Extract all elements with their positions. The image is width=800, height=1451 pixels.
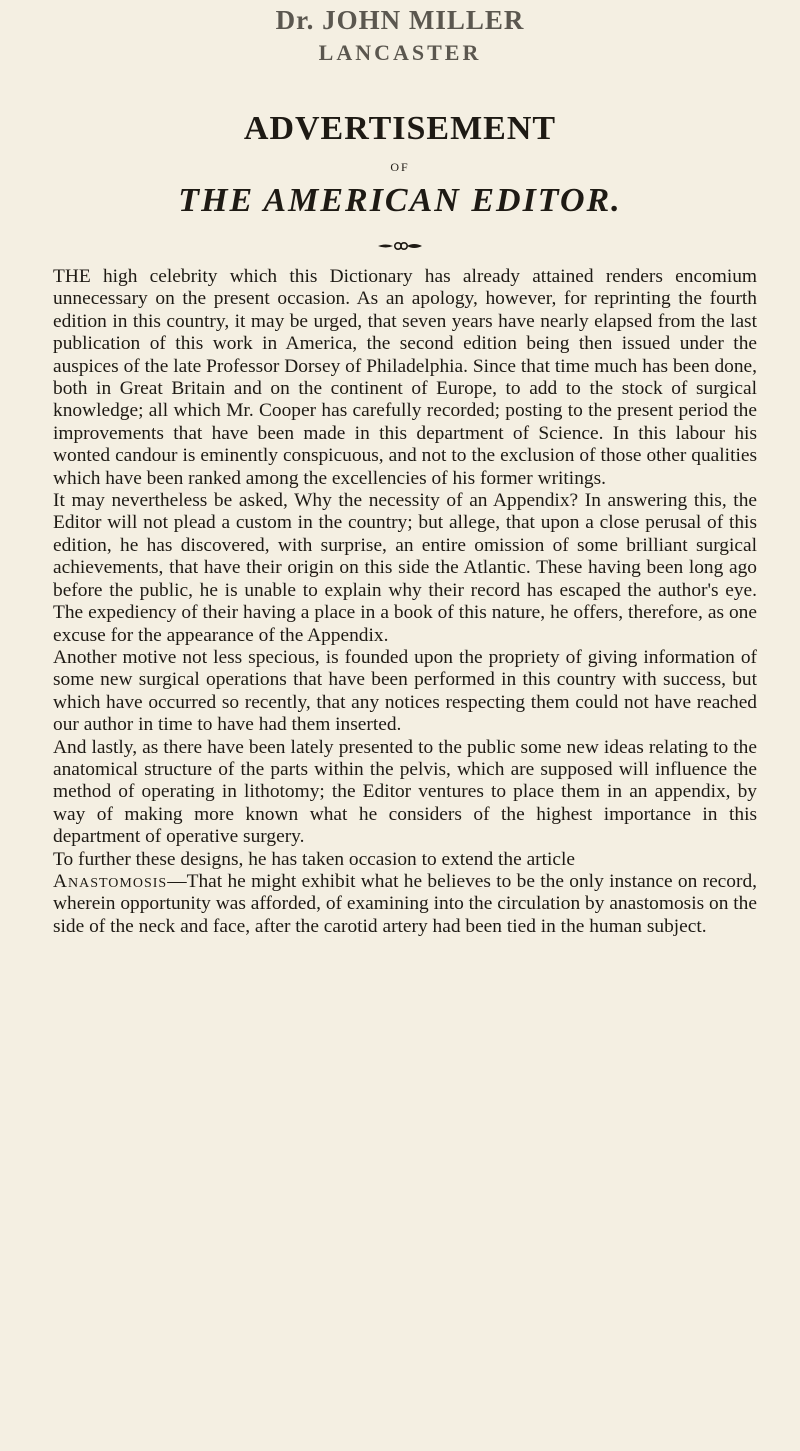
anastomosis-term: Anastomosis (53, 870, 168, 892)
page-title: ADVERTISEMENT (243, 110, 557, 147)
paragraph-appendix-necessity: It may nevertheless be asked, Why the necessity of an Appendix? In answering this, the Editor will not plead a custom in the country; but allege, that upon a close perusal of this edition, he has discovered, with surprise, an entire omission of some brilliant surgical achievements, that have their origin on this side the Atlantic. These having been long ago before the public, he is unable to explain why their record has escaped the author's eye. The expediency of their having a place in a book of this nature, he offers, therefore, as one excuse for the appearance of the Appendix. (53, 490, 757, 646)
title-connector: OF (390, 160, 410, 174)
paragraph-another-motive: Another motive not less specious, is founded upon the propriety of giving information of some new surgical operations that have been performed in this country with success, but which have occurred so recently, that any notices respecting them could not have reached our author in time to have had them inserted. (53, 646, 757, 736)
stamp-name: Dr. JOHN MILLER (275, 5, 525, 35)
ornament-icon (376, 240, 424, 252)
stamp-place: LANCASTER (318, 40, 482, 65)
paragraph-celebrity: THE high celebrity which this Dictionary has already attained renders encomium unnecessary on the present occasion. As an apology, however, for reprinting the fourth edition in this country, it may be urged, that seven years have nearly elapsed from the last publication of this work in America, the second edition being then issued under the auspices of the late Professor Dorsey of Philadelphia. Since that time much has been done, both in Great Britain and on the continent of Europe, to add to the stock of surgical knowledge; all which Mr. Cooper has carefully recorded; posting to the present period the improvements that have been made in this department of Science. In this labour his wonted candour is eminently conspicuous, and not to the exclusion of those other qualities which have been ranked among the excellencies of his former writings. (53, 266, 757, 489)
paragraph-lastly: And lastly, as there have been lately presented to the public some new ideas relating to the anatomical structure of the parts within the pelvis, which are supposed will influence the method of operating in lithotomy; the Editor ventures to place them in an appendix, by way of making more known what he considers of the highest importance in this department of operative surgery. (53, 736, 757, 848)
owner-stamp (0, 4, 800, 66)
paragraph-further-designs: To further these designs, he has taken occasion to extend the article (53, 848, 576, 870)
paragraph-anastomosis (53, 871, 757, 938)
anastomosis-text: —That he might exhibit what he believes to be the only instance on record, wherein opportunity was afforded, of examining into the circulation by anastomosis on the side of the neck and face, after the carotid artery had been tied in the human subject. (53, 870, 757, 937)
advertisement-body (53, 266, 757, 938)
page-subtitle: THE AMERICAN EDITOR. (178, 182, 622, 219)
